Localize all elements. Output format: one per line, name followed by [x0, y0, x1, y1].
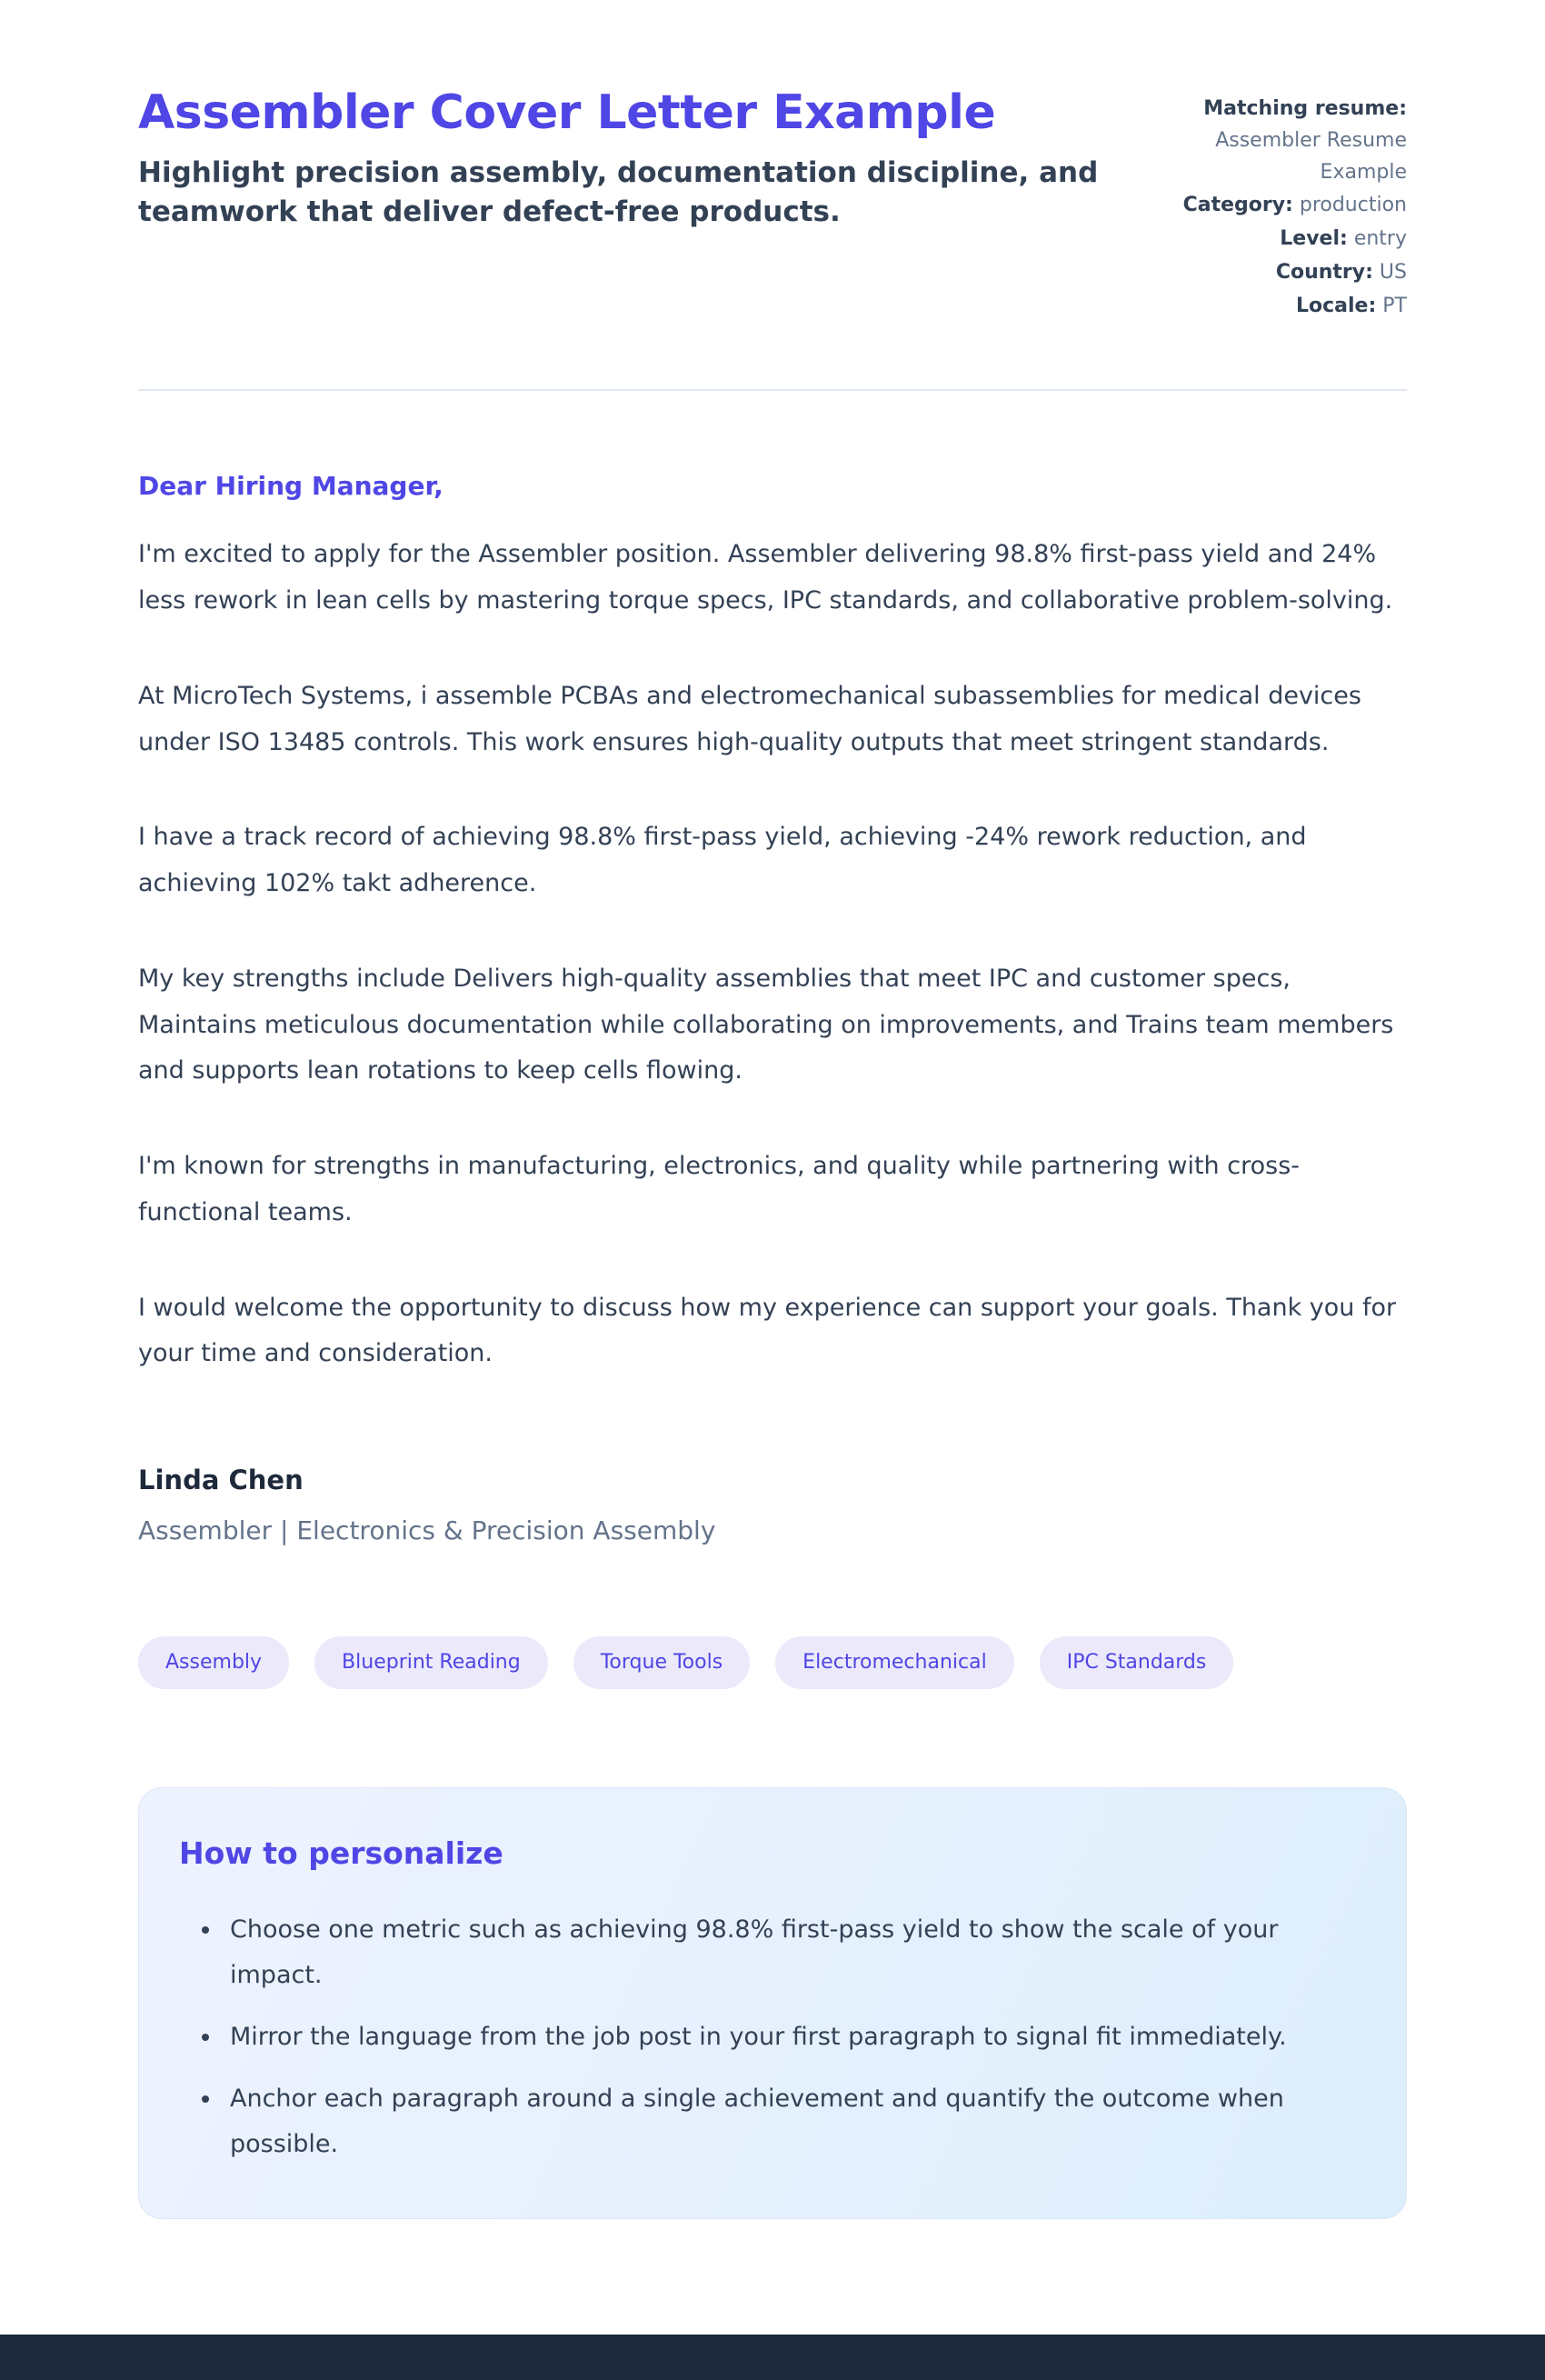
- letter-paragraph-1: I'm excited to apply for the Assembler position. Assembler delivering 98.8% first-pass yield and 24% less rework in lean cells by mastering torque specs, IPC standards, and collaborative problem-solving.: [138, 540, 1393, 615]
- meta-level-label: Level:: [1280, 227, 1348, 250]
- skill-tag-list: [138, 1636, 1407, 1689]
- page-header: [138, 86, 1407, 324]
- skill-tag-assembly[interactable]: Assembly: [138, 1636, 289, 1689]
- letter-paragraph-2: At MicroTech Systems, i assemble PCBAs and electromechanical subassemblies for medical devices under ISO 13485 controls. This work ensures high-quality outputs that meet stringent standards.: [138, 681, 1361, 756]
- meta-category-label: Category:: [1182, 194, 1293, 217]
- meta-matching-resume-value: Assembler Resume Example: [1215, 128, 1407, 184]
- meta-level-value: entry: [1353, 227, 1407, 250]
- meta-matching-resume-label: Matching resume:: [1203, 97, 1407, 120]
- meta-matching-resume: [1178, 94, 1407, 188]
- cover-letter-body: [138, 391, 1407, 2219]
- skill-tag-ipc-standards[interactable]: IPC Standards: [1040, 1636, 1234, 1689]
- page-subtitle: Highlight precision assembly, documentation discipline, and teamwork that deliver defect-free products.: [138, 155, 1099, 228]
- personalize-tip-1: • Choose one metric such as achieving 98.8% first-pass yield to show the scale of your impact.: [223, 1907, 1362, 1998]
- signature-name: Linda Chen: [138, 1465, 304, 1495]
- signature-title: Assembler | Electronics & Precision Assembly: [138, 1515, 716, 1545]
- personalize-heading: How to personalize: [179, 1835, 503, 1872]
- letter-paragraph-4: My key strengths include Delivers high-quality assemblies that meet IPC and customer specs, Maintains meticulous documentation while collaborating on improvements, and Trains team members and supports lean rotations to keep cells flowing.: [138, 964, 1394, 1085]
- header-titles: [138, 86, 1101, 231]
- how-to-personalize-card: [138, 1787, 1407, 2219]
- letter-paragraph-5: I'm known for strengths in manufacturing, electronics, and quality while partnering with cross-functional teams.: [138, 1152, 1301, 1226]
- skill-tag-electromechanical[interactable]: Electromechanical: [775, 1636, 1014, 1689]
- skill-tag-torque-tools[interactable]: Torque Tools: [573, 1636, 750, 1689]
- meta-category: [1178, 190, 1407, 222]
- meta-locale-value: PT: [1382, 294, 1407, 317]
- footer-bar: [0, 2335, 1545, 2380]
- page-title: Assembler Cover Letter Example: [138, 85, 996, 140]
- resume-meta-panel: [1178, 86, 1407, 324]
- meta-locale-label: Locale:: [1296, 294, 1377, 317]
- skill-tag-blueprint-reading[interactable]: Blueprint Reading: [314, 1636, 548, 1689]
- meta-country: [1178, 257, 1407, 289]
- meta-country-value: US: [1379, 260, 1407, 284]
- meta-country-label: Country:: [1275, 260, 1373, 284]
- personalize-tip-list: [179, 1907, 1362, 2167]
- meta-level: [1178, 224, 1407, 255]
- personalize-tip-3: • Anchor each paragraph around a single achievement and quantify the outcome when possible.: [223, 2076, 1362, 2167]
- content-container: [138, 0, 1407, 2219]
- meta-locale: [1178, 291, 1407, 323]
- personalize-tip-2: • Mirror the language from the job post in your first paragraph to signal fit immediately.: [223, 2015, 1362, 2060]
- letter-paragraph-6: I would welcome the opportunity to discuss how my experience can support your goals. Thank you for your time and consideration.: [138, 1293, 1397, 1368]
- letter-greeting: Dear Hiring Manager,: [138, 471, 444, 502]
- letter-paragraph-3: I have a track record of achieving 98.8% first-pass yield, achieving -24% rework reduction, and achieving 102% takt adherence.: [138, 823, 1307, 897]
- meta-category-value: production: [1299, 194, 1407, 217]
